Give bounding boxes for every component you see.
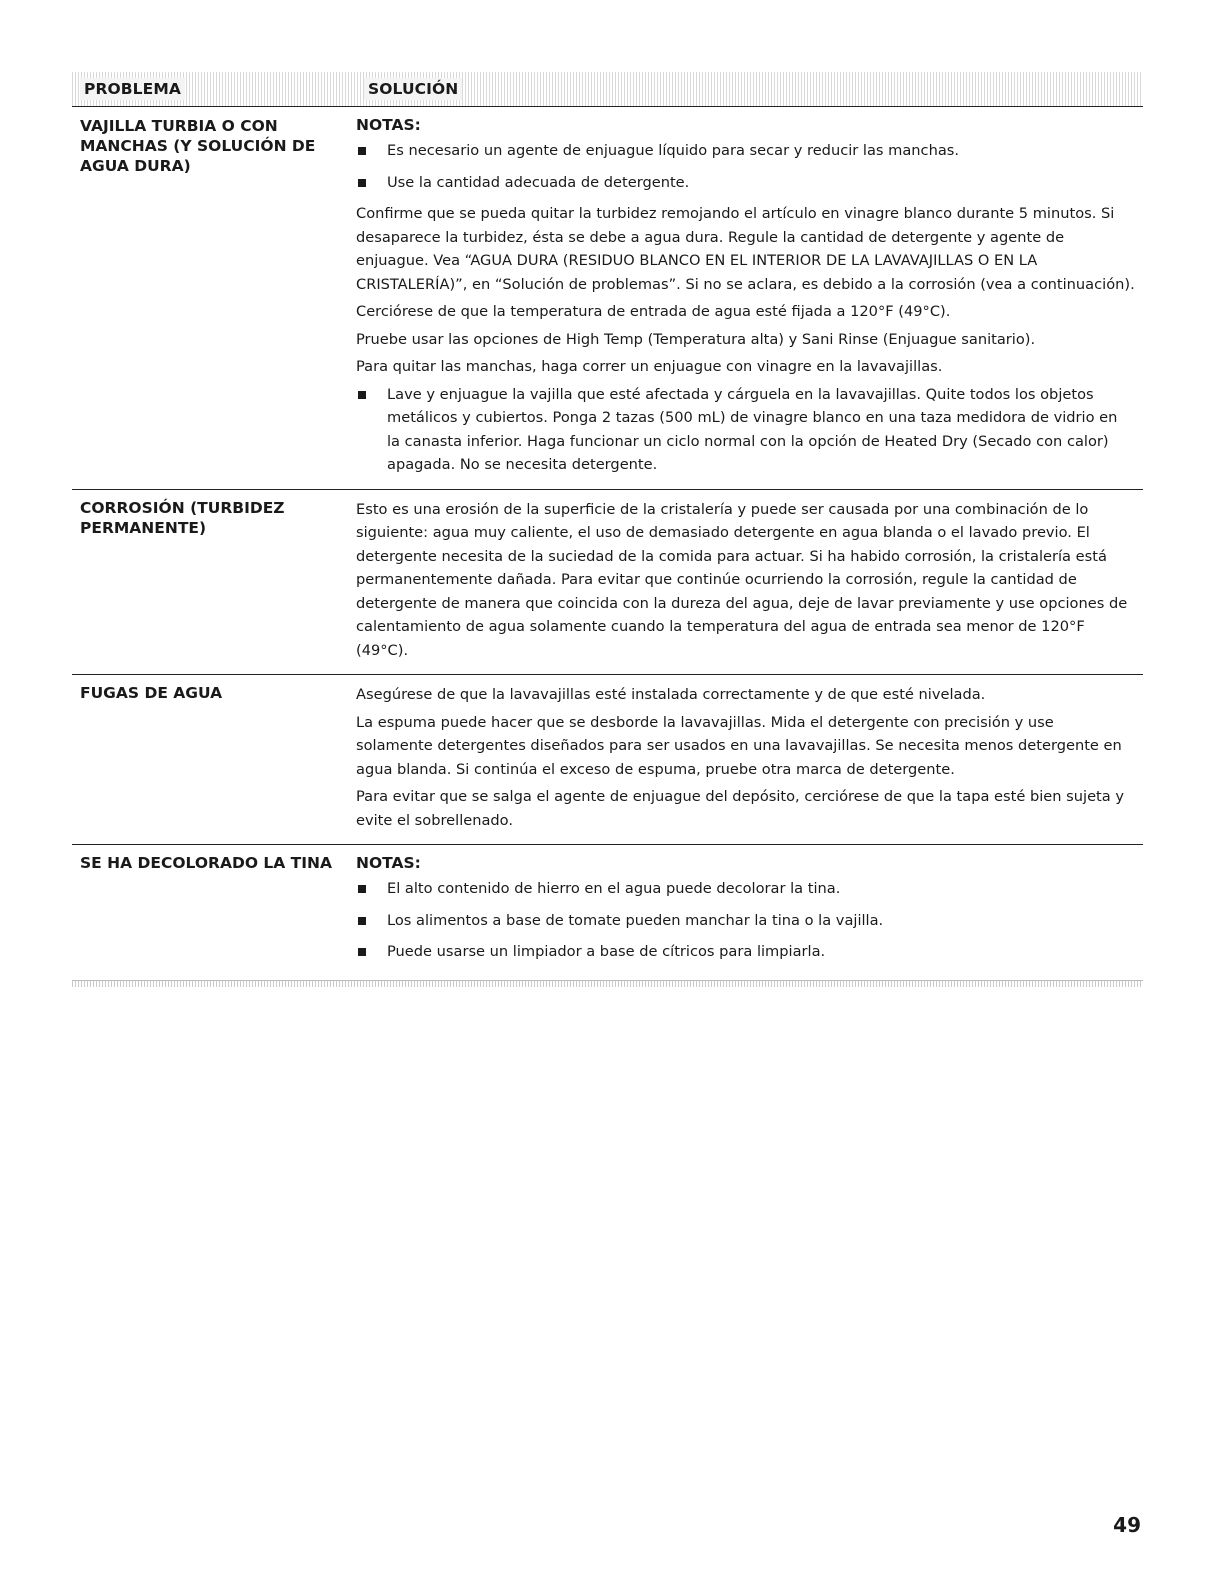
list-item-text: Puede usarse un limpiador a base de cítricos para limpiarla. bbox=[387, 943, 826, 960]
bullet-square-icon bbox=[358, 917, 366, 925]
bullet-square-icon bbox=[358, 179, 366, 187]
table-row bbox=[72, 490, 1143, 676]
notes-label: NOTAS: bbox=[356, 116, 421, 134]
problem-cell: CORROSIÓN (TURBIDEZ PERMANENTE) bbox=[80, 498, 285, 537]
list-item bbox=[356, 139, 1135, 163]
list-item bbox=[356, 940, 1135, 964]
bullet-square-icon bbox=[358, 391, 366, 399]
paragraph: Para quitar las manchas, haga correr un enjuague con vinagre en la lavavajillas. bbox=[356, 358, 943, 375]
notes-list bbox=[356, 877, 1135, 964]
page-number: 49 bbox=[1113, 1513, 1141, 1537]
solution-cell bbox=[356, 498, 1143, 667]
list-item bbox=[356, 383, 1135, 477]
notes-list bbox=[356, 139, 1135, 194]
list-item bbox=[356, 171, 1135, 195]
bullet-square-icon bbox=[358, 948, 366, 956]
header-problem-cell bbox=[72, 80, 364, 98]
paragraph: Pruebe usar las opciones de High Temp (Temperatura alta) y Sani Rinse (Enjuague sanitario). bbox=[356, 330, 1036, 348]
bullet-square-icon bbox=[358, 147, 366, 155]
notes-label: NOTAS: bbox=[356, 854, 421, 872]
solution-cell bbox=[356, 115, 1143, 481]
paragraph: Esto es una erosión de la superficie de la cristalería y puede ser causada por una combinación de lo siguiente: agua muy caliente, el uso de demasiado detergente en agua blanda o el lavado previo. El detergente necesita de la suciedad de la comida para actuar. Si ha habido corrosión, la cristalería está permanentemente dañada. Para evitar que continúe ocurriendo la corrosión, regule la cantidad de detergente de manera que coincida con la dureza del agua, deje de lavar previamente y use opciones de calentamiento de agua solamente cuando la temperatura del agua de entrada sea menor de 120°F (49°C). bbox=[356, 500, 1128, 659]
list-item bbox=[356, 909, 1135, 933]
header-problem-label: PROBLEMA bbox=[80, 78, 185, 100]
list-item-text: Lave y enjuague la vajilla que esté afectada y cárguela en la lavavajillas. Quite todos los objetos metálicos y cubiertos. Ponga 2 tazas (500 mL) de vinagre blanco en una taza medidora de vidrio en la canasta inferior. Haga funcionar un ciclo normal con la opción de Heated Dry (Secado con calor) apagada. No se necesita detergente. bbox=[387, 385, 1118, 473]
table-header bbox=[72, 72, 1143, 107]
problem-cell: SE HA DECOLORADO LA TINA bbox=[80, 854, 332, 872]
paragraph: Cerciórese de que la temperatura de entrada de agua esté fijada a 120°F (49°C). bbox=[356, 303, 951, 320]
bullet-square-icon bbox=[358, 885, 366, 893]
list-item-text: Es necesario un agente de enjuague líquido para secar y reducir las manchas. bbox=[387, 142, 960, 159]
steps-list bbox=[356, 383, 1135, 477]
list-item-text: Use la cantidad adecuada de detergente. bbox=[387, 173, 690, 191]
table-row bbox=[72, 675, 1143, 845]
header-solution-label: SOLUCIÓN bbox=[364, 78, 462, 100]
paragraph: Para evitar que se salga el agente de enjuague del depósito, cerciórese de que la tapa esté bien sujeta y evite el sobrellenado. bbox=[356, 788, 1124, 829]
paragraph: La espuma puede hacer que se desborde la lavavajillas. Mida el detergente con precisión y use solamente detergentes diseñados para ser usados en una lavavajillas. Se necesita menos detergente en agua blanda. Si continúa el exceso de espuma, pruebe otra marca de detergente. bbox=[356, 713, 1122, 778]
list-item bbox=[356, 877, 1135, 901]
problem-cell: FUGAS DE AGUA bbox=[80, 684, 223, 702]
header-solution-cell bbox=[364, 80, 462, 98]
list-item-text: El alto contenido de hierro en el agua puede decolorar la tina. bbox=[387, 880, 841, 897]
paragraph: Asegúrese de que la lavavajillas esté instalada correctamente y de que esté nivelada. bbox=[356, 686, 986, 703]
paragraph: Confirme que se pueda quitar la turbidez remojando el artículo en vinagre blanco durante 5 minutos. Si desaparece la turbidez, ésta se debe a agua dura. Regule la cantidad de detergente y agente de enjuague. Vea “AGUA DURA (RESIDUO BLANCO EN EL INTERIOR DE LA LAVAVAJILLAS O EN LA CRISTALERÍA)”, en “Solución de problemas”. Si no se aclara, es debido a la corrosión (vea a continuación). bbox=[356, 205, 1135, 293]
table-row bbox=[72, 845, 1143, 980]
troubleshooting-table bbox=[72, 72, 1143, 987]
solution-cell bbox=[356, 683, 1143, 836]
table-bottom-rule bbox=[72, 980, 1143, 987]
table-row bbox=[72, 107, 1143, 490]
problem-cell: VAJILLA TURBIA O CON MANCHAS (Y SOLUCIÓN DE AGUA DURA) bbox=[80, 117, 316, 175]
list-item-text: Los alimentos a base de tomate pueden manchar la tina o la vajilla. bbox=[387, 911, 884, 929]
solution-cell bbox=[356, 853, 1143, 972]
